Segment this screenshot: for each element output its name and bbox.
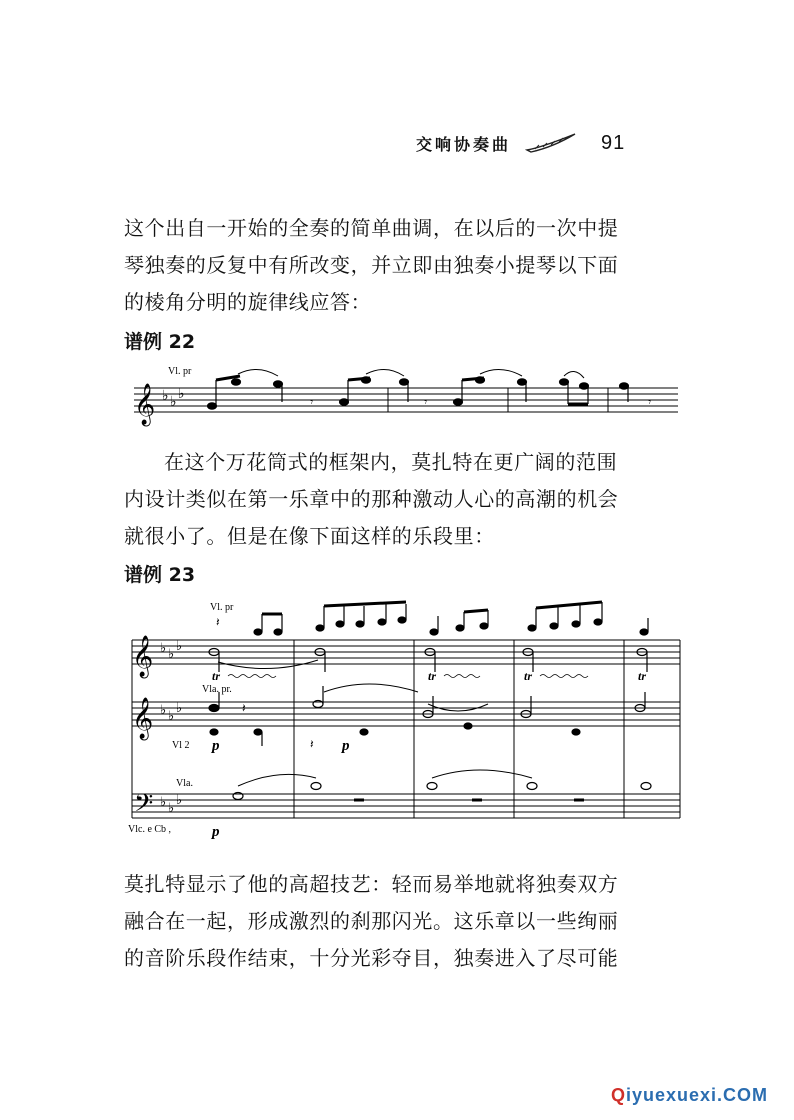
label-vla-pr: Vla. pr. xyxy=(202,684,232,695)
rest-icon: 𝄽 xyxy=(242,701,246,715)
example-23-label: 谱例 23 xyxy=(124,564,196,586)
svg-text:♭: ♭ xyxy=(168,709,175,724)
text-line: 融合在一起，形成激烈的刹那闪光。这乐章以一些绚丽 xyxy=(124,909,619,933)
svg-text:♭: ♭ xyxy=(168,801,175,816)
label-vla: Vla. xyxy=(176,778,193,789)
key-signature xyxy=(160,639,182,816)
music-example-23 xyxy=(128,596,684,842)
trill-mark: tr xyxy=(638,669,647,683)
rest-icon: 𝄽 xyxy=(216,615,220,629)
treble-clef-icon: 𝄞 xyxy=(132,636,154,677)
dynamic-p: p xyxy=(212,738,220,754)
text-line: 在这个万花筒式的框架内，莫扎特在更广阔的范围 xyxy=(164,450,618,474)
text-line: 琴独奏的反复中有所改变，并立即由独奏小提琴以下面 xyxy=(124,253,619,277)
svg-text:♭: ♭ xyxy=(160,641,167,656)
watermark: Qiyuexuexi.COM xyxy=(610,1085,768,1105)
bass-clef-icon: 𝄢 xyxy=(134,789,154,824)
svg-text:♭: ♭ xyxy=(160,795,167,810)
treble-clef-icon: 𝄞 xyxy=(132,698,154,739)
notes xyxy=(209,602,651,800)
treble-clef-icon: 𝄞 xyxy=(134,384,156,425)
paragraph-3 xyxy=(124,866,684,977)
page-number: 91 xyxy=(601,131,626,154)
svg-text:♭: ♭ xyxy=(160,703,167,718)
part-label-vl-pr: Vl. pr xyxy=(168,366,192,377)
rest-icon: 𝄽 xyxy=(310,737,314,751)
flat-icon: ♭ xyxy=(178,386,185,402)
svg-text:♭: ♭ xyxy=(176,639,183,654)
trill-mark: tr xyxy=(212,669,221,683)
rest-icon: 𝄾 xyxy=(648,395,652,409)
rest-icon: 𝄾 xyxy=(424,395,428,409)
rest-icon: 𝄾 xyxy=(310,395,314,409)
svg-text:♭: ♭ xyxy=(176,701,183,716)
trill-mark: tr xyxy=(524,669,533,683)
music-example-22 xyxy=(128,358,682,428)
example-22-label: 谱例 22 xyxy=(124,331,196,353)
label-vl-pr: Vl. pr xyxy=(210,602,234,613)
text-line: 内设计类似在第一乐章中的那种激动人心的高潮的机会 xyxy=(124,487,619,511)
dynamic-p: p xyxy=(342,738,350,754)
svg-text:♭: ♭ xyxy=(176,793,183,808)
text-line: 的音阶乐段作结束，十分光彩夺目，独奏进入了尽可能 xyxy=(124,946,619,970)
text-line: 莫扎特显示了他的高超技艺：轻而易举地就将独奏双方 xyxy=(124,872,619,896)
running-header xyxy=(416,128,625,158)
paragraph-1 xyxy=(124,210,684,321)
paragraph-2 xyxy=(124,444,684,555)
text-line: 就很小了。但是在像下面这样的乐段里： xyxy=(124,524,495,548)
flat-icon: ♭ xyxy=(162,388,169,404)
svg-text:♭: ♭ xyxy=(168,647,175,662)
text-line: 的棱角分明的旋律线应答： xyxy=(124,290,372,314)
dynamic-p: p xyxy=(212,824,220,840)
label-vl2: Vl 2 xyxy=(172,740,190,751)
running-title: 交响协奏曲 xyxy=(416,134,512,154)
label-vlc: Vlc. e Cb , xyxy=(128,824,172,835)
text-line: 这个出自一开始的全奏的简单曲调，在以后的一次中提 xyxy=(124,216,619,240)
notes xyxy=(208,376,629,409)
flat-icon: ♭ xyxy=(170,394,177,410)
quill-ornament-icon xyxy=(525,132,577,154)
trill-mark: tr xyxy=(428,669,437,683)
